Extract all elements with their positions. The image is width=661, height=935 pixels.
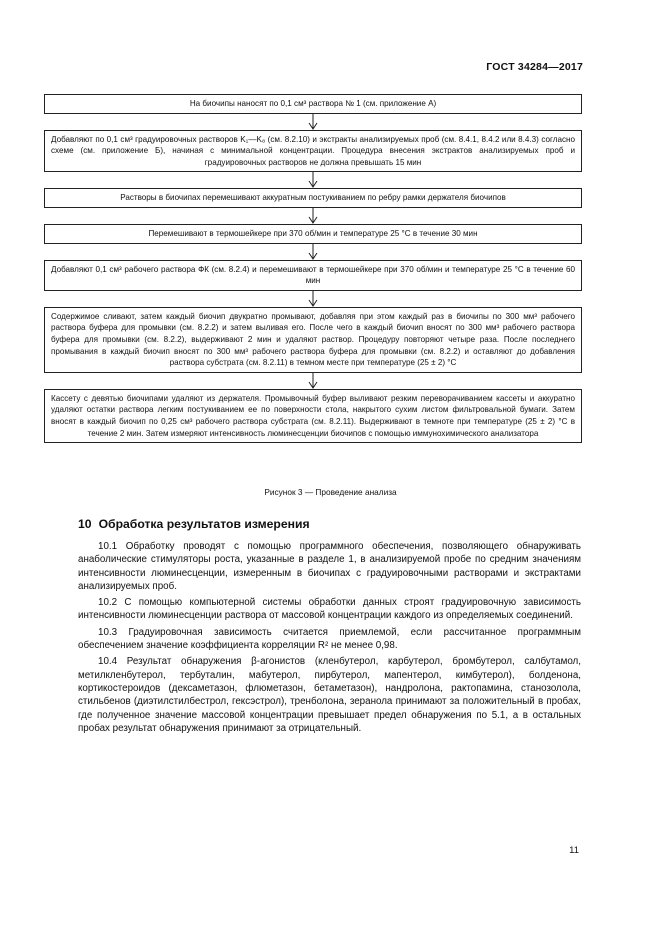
- section-title: Обработка результатов измерения: [98, 517, 310, 531]
- flow-step-4: Перемешивают в термошейкере при 370 об/мин и температуре 25 °С в течение 30 мин: [44, 224, 582, 244]
- flow-step-5: Добавляют 0,1 см³ рабочего раствора ФК (см. 8.2.4) и перемешивают в термошейкере при 370 об/мин и температуре 25 °С в течение 60 мин: [44, 260, 582, 291]
- paragraph-10-3: 10.3 Градуировочная зависимость считается приемлемой, если рассчитанное программным обеспечением значение коэффициента корреляции R² не менее 0,98.: [78, 626, 581, 652]
- standard-designation: ГОСТ 34284—2017: [486, 61, 583, 73]
- page-number: 11: [569, 845, 579, 856]
- paragraph-10-1: 10.1 Обработку проводят с помощью программного обеспечения, позволяющего обнаруживать анаболические стимуляторы роста, указанные в разделе 1, в анализируемой пробе по средним значениям интенсивности люминесценции, измеренным в биочипах с градуировочными растворами и экстрактами анализируемых проб.: [78, 541, 581, 592]
- section-body: [78, 540, 581, 738]
- arrow-down-icon: [307, 208, 319, 224]
- section-number: 10: [78, 517, 92, 531]
- paragraph-10-4: 10.4 Результат обнаружения β-агонистов (кленбутерол, карбутерол, бромбутерол, салбутамол, метилкленбутерол, тербуталин, мабутерол, пирбутерол, мапентерол, кимбутерол), болденона, кортикостероидов (дексаметазон, флюметазон, бетаметазон), нандролона, рактопамина, станозолола, стильбенов (диэтилстилбестрол, гексэстрол), тренболона, зеранола принимают за положительный в пробах, где полученное значение массовой концентрации превышает предел обнаружения по 5.1, а в остальных пробах результат обнаружения принимают за отрицательный.: [78, 656, 581, 734]
- paragraph-10-2: 10.2 С помощью компьютерной системы обработки данных строят градуировочную зависимость интенсивности люминесценции раствора от массовой концентрации каждого из определяемых соединений.: [78, 597, 581, 622]
- arrow-down-icon: [307, 373, 319, 389]
- arrow-down-icon: [307, 291, 319, 307]
- flow-step-1: На биочипы наносят по 0,1 см³ раствора № 1 (см. приложение А): [44, 94, 582, 114]
- arrow-down-icon: [307, 244, 319, 260]
- arrow-down-icon: [307, 114, 319, 130]
- section-heading: [78, 517, 310, 531]
- flow-step-2: Добавляют по 0,1 см³ градуировочных растворов K₁—K₈ (см. 8.2.10) и экстракты анализируемых проб (см. 8.4.1, 8.4.2 или 8.4.3) согласно схеме (см. приложение Б), начиная с минимальной концентрации. Процедура внесения экстрактов анализируемых проб и градуировочных растворов не должна превышать 15 мин: [44, 130, 582, 173]
- flow-step-3: Растворы в биочипах перемешивают аккуратным постукиванием по ребру рамки держателя биочипов: [44, 188, 582, 208]
- figure-caption: Рисунок 3 — Проведение анализа: [264, 487, 397, 497]
- arrow-down-icon: [307, 172, 319, 188]
- flowchart: [44, 94, 582, 443]
- flow-step-7: Кассету с девятью биочипами удаляют из держателя. Промывочный буфер выливают резким переворачиванием кассеты и аккуратно удаляют остатки раствора легким постукиванием ее по поверхности стола, накрытого сухим листом фильтровальной бумаги. Затем вносят в каждый биочип по 0,25 см³ рабочего раствора субстрата (см. 8.2.11). Выдерживают в темноте при температуре (25 ± 2) °С в течение 2 мин. Затем измеряют интенсивность люминесценции биочипов с помощью иммунохимического анализатора: [44, 389, 582, 443]
- flow-step-6: Содержимое сливают, затем каждый биочип двукратно промывают, добавляя при этом каждый раз в биочипы по 300 мм³ рабочего раствора буфера для промывки (см. 8.2.2) и затем выливая его. После чего в каждый биочип вносят по 300 мм³ рабочего раствора буфера для промывки (см. 8.2.2), выдерживают 2 мин и удаляют раствор. Процедуру повторяют четыре раза. После последнего промывания в каждый биочип вносят по 300 мм³ рабочего раствора буфера для промывки (см. 8.2.2) и оставляют до добавления раствора субстрата (см. 8.2.11) в темном месте при температуре (25 ± 2) °С: [44, 307, 582, 373]
